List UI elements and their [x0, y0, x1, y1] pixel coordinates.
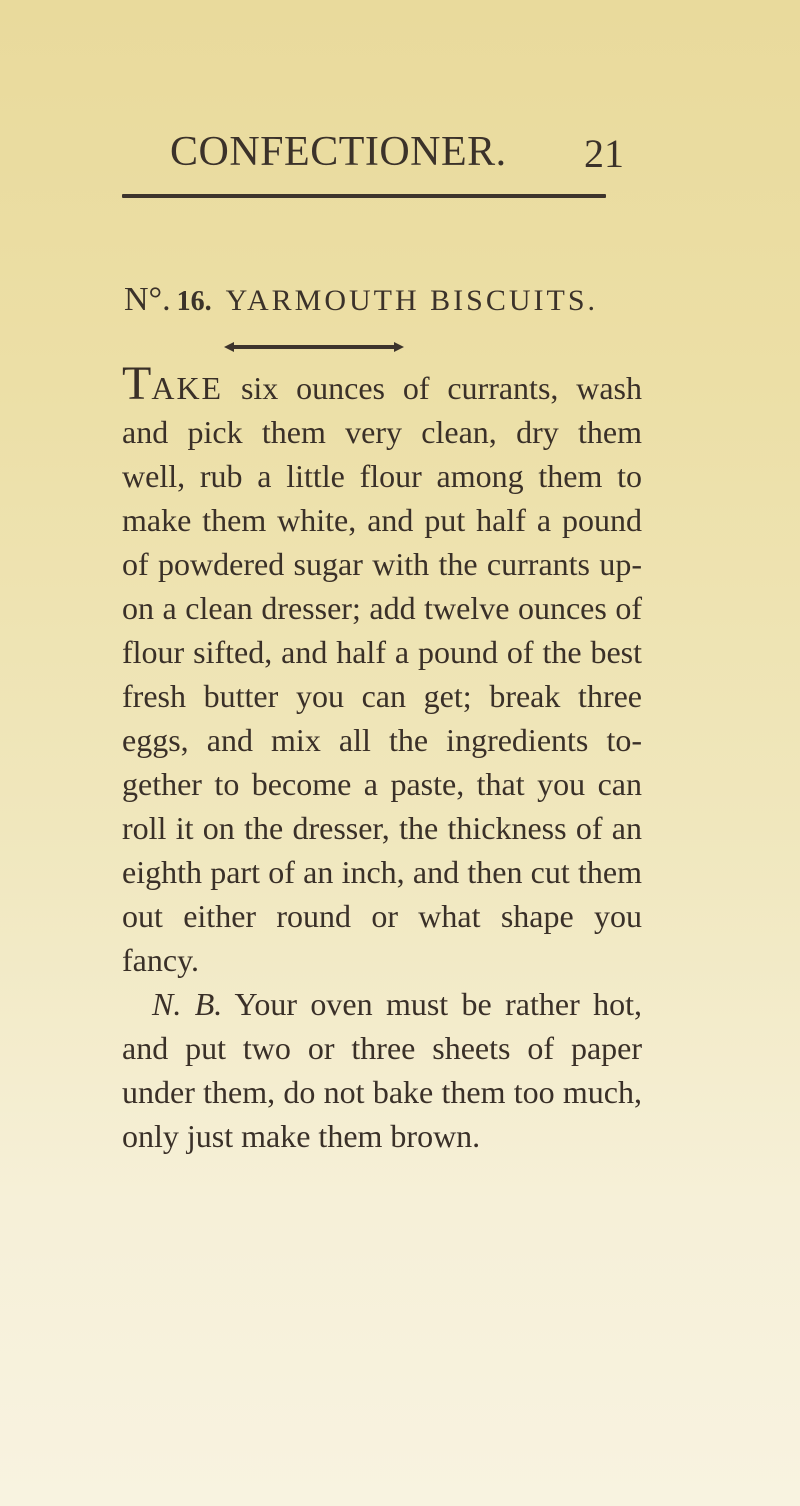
note-paragraph — [122, 982, 642, 1158]
running-head-title: CONFECTIONER. — [170, 129, 507, 175]
recipe-text: six ounces of currants, wash and pick them very clean, dry them well, rub a little flour among them to make them white, and put half a pound of powdered sugar with the currants up-on a clean dresser; add twelve ounces of flour sifted, and half a pound of the best fresh butter you can get; break three eggs, and mix all the ingredients to-gether to become a paste, that you can roll it on the dresser, the thickness of an eighth part of an inch, and then cut them out either round or what shape you fancy. — [122, 370, 642, 978]
recipe-body — [122, 357, 643, 1158]
recipe-number-label: N°. — [124, 281, 171, 318]
recipe-heading — [124, 281, 598, 319]
ornament-rule-icon — [224, 340, 404, 354]
running-head — [0, 128, 800, 178]
recipe-paragraph — [122, 357, 642, 982]
header-rule — [122, 194, 606, 198]
recipe-title: YARMOUTH BISCUITS. — [225, 284, 599, 317]
page-number: 21 — [584, 131, 624, 176]
drop-cap: T — [122, 357, 152, 410]
note-label: N. B. — [152, 986, 223, 1022]
recipe-number: 16. — [176, 286, 212, 317]
note-text: Your oven must be rather hot, and put two or three sheets of paper under them, do not bake them too much, only just make them brown. — [122, 986, 643, 1154]
lead-word: AKE — [151, 370, 224, 406]
